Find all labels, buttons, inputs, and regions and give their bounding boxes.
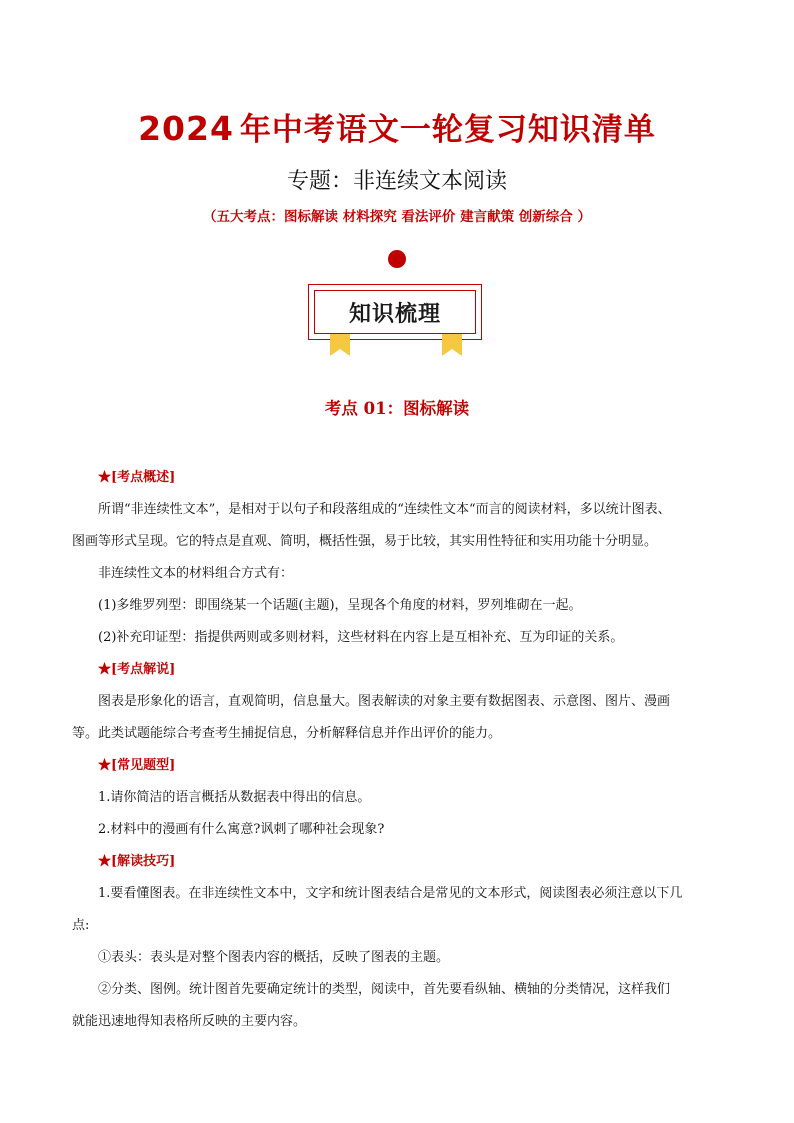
paragraph: 点: (72, 918, 90, 933)
subtitle: 专题：非连续文本阅读 (286, 169, 507, 194)
badge-dot-icon (388, 250, 406, 268)
paragraph: ②分类、图例。统计图首先要确定统计的类型，阅读中，首先要看纵轴、横轴的分类情况，这样我们 (98, 982, 671, 997)
paragraph: 2.材料中的漫画有什么寓意?讽刺了哪种社会现象? (98, 822, 385, 837)
paragraph: 等。此类试题能综合考查考生捕捉信息，分析解释信息并作出评价的能力。 (72, 726, 502, 741)
exam-points: （五大考点：图标解读 材料探究 看法评价 建言献策 创新综合 ） (203, 209, 591, 225)
main-title (0, 104, 794, 149)
content-body (72, 462, 728, 1038)
title-text: 年中考语文一轮复习知识清单 (239, 112, 656, 148)
paragraph: (2)补充印证型：指提供两则或多则材料，这些材料在内容上是互相补充、互为印证的关系。 (98, 630, 624, 645)
paragraph: 1.请你简洁的语言概括从数据表中得出的信息。 (98, 790, 371, 805)
paragraph: 图画等形式呈现。它的特点是直观、简明，概括性强，易于比较，其实用性特征和实用功能十分明显。 (72, 534, 658, 549)
paragraph: 图表是形象化的语言，直观简明，信息量大。图表解读的对象主要有数据图表、示意图、图片、漫画 (98, 694, 671, 709)
paragraph: 1.要看懂图表。在非连续性文本中，文字和统计图表结合是常见的文本形式，阅读图表必须注意以下几 (98, 886, 683, 901)
section-title: 考点 01：图标解读 (324, 399, 470, 418)
badge-frame (308, 284, 482, 340)
explain-heading: ★[考点解说] (98, 662, 176, 677)
types-heading: ★[常见题型] (98, 758, 176, 773)
paragraph: 非连续性文本的材料组合方式有： (98, 566, 294, 581)
skills-heading: ★[解读技巧] (98, 854, 176, 869)
paragraph: 所谓“非连续性文本”，是相对于以句子和段落组成的“连续性文本“而言的阅读材料，多以统计图表、 (98, 502, 671, 517)
ribbon-left-icon (330, 334, 350, 356)
ribbon-right-icon (442, 334, 462, 356)
badge-label: 知识梳理 (314, 290, 476, 334)
title-year: 2024 (138, 109, 234, 148)
paragraph: 就能迅速地得知表格所反映的主要内容。 (72, 1014, 307, 1029)
paragraph: (1)多维罗列型：即围绕某一个话题(主题)，呈现各个角度的材料，罗列堆砌在一起。 (98, 598, 582, 613)
overview-heading: ★[考点概述] (98, 470, 176, 485)
knowledge-badge (308, 250, 486, 358)
paragraph: ①表头：表头是对整个图表内容的概括，反映了图表的主题。 (98, 950, 450, 965)
